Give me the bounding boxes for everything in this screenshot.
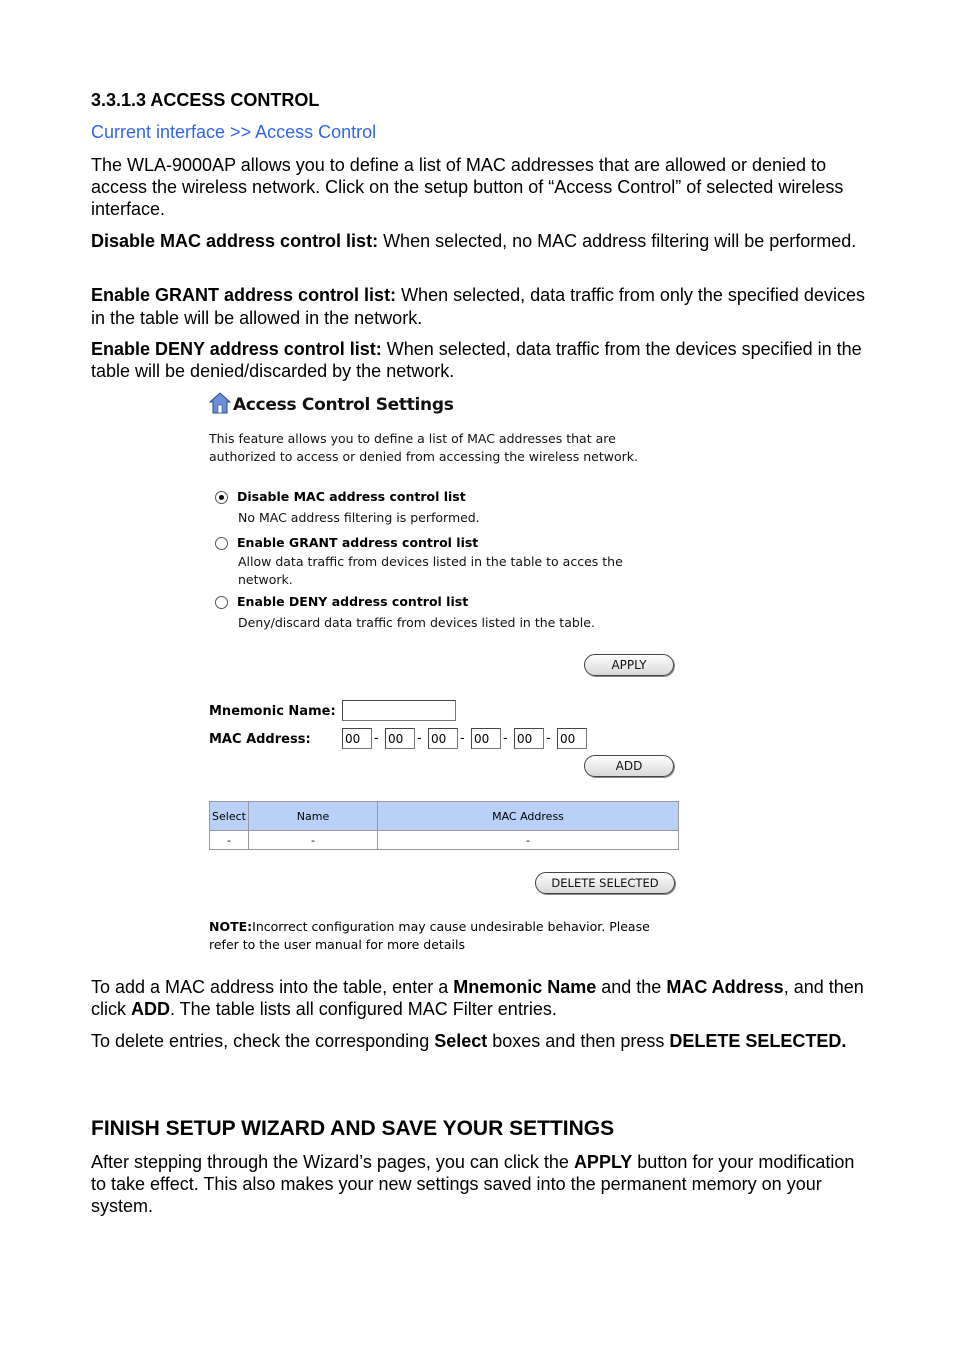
- mnemonic-input[interactable]: [342, 700, 456, 721]
- def-disable: [91, 230, 866, 252]
- text-bold: APPLY: [573, 1152, 633, 1172]
- panel-note: [209, 918, 679, 954]
- def-disable-term: Disable MAC address control list:: [91, 231, 379, 251]
- radio-disable[interactable]: [215, 491, 228, 504]
- panel-description: This feature allows you to define a list of MAC addresses that are authorized to access or denied from accessing the wireless network.: [209, 431, 638, 464]
- text-run: and the: [596, 977, 667, 997]
- table-header-row: [210, 802, 679, 831]
- section-heading: 3.3.1.3 ACCESS CONTROL: [91, 90, 320, 110]
- mac-separator: -: [503, 731, 508, 746]
- col-mac-header: MAC Address: [378, 802, 679, 831]
- option-grant-label: Enable GRANT address control list: [237, 535, 479, 550]
- def-disable-text: When selected, no MAC address filtering will be performed.: [378, 231, 857, 251]
- mac-octet-6[interactable]: 00: [557, 728, 587, 749]
- mac-separator: -: [417, 731, 422, 746]
- cell-name: -: [249, 831, 378, 850]
- delete-selected-button[interactable]: DELETE SELECTED: [535, 872, 675, 894]
- mac-label: MAC Address:: [209, 732, 311, 747]
- mac-separator: -: [374, 731, 379, 746]
- text-run: To delete entries, check the corresponding: [91, 1031, 435, 1051]
- col-select-header: Select: [210, 802, 249, 831]
- home-icon: [209, 392, 231, 414]
- text-run: After stepping through the Wizard’s pages, you can click the: [91, 1152, 574, 1172]
- finish-paragraph: [91, 1151, 866, 1217]
- table-row: [210, 831, 679, 850]
- mac-octet-2[interactable]: 00: [385, 728, 415, 749]
- intro-paragraph: The WLA-9000AP allows you to define a list of MAC addresses that are allowed or denied to access the wireless network. Click on the setup button of “Access Control” of selected wireless interface.: [91, 155, 844, 219]
- option-disable-label: Disable MAC address control list: [237, 489, 466, 504]
- def-grant: [91, 284, 866, 330]
- finish-heading: FINISH SETUP WIZARD AND SAVE YOUR SETTINGS: [91, 1117, 615, 1140]
- text-bold: Mnemonic Name: [453, 977, 597, 997]
- col-name-header: Name: [249, 802, 378, 831]
- text-bold: MAC Address: [666, 977, 784, 997]
- text-run: boxes and then press: [487, 1031, 670, 1051]
- mac-separator: -: [546, 731, 551, 746]
- option-deny-desc: Deny/discard data traffic from devices listed in the table.: [238, 615, 595, 630]
- cell-mac: -: [378, 831, 679, 850]
- option-grant-desc-2: network.: [238, 572, 293, 587]
- text-run: , and then click: [91, 977, 864, 1019]
- mnemonic-label: Mnemonic Name:: [209, 704, 336, 719]
- add-button[interactable]: ADD: [584, 755, 674, 777]
- mac-separator: -: [460, 731, 465, 746]
- text-bold: DELETE SELECTED.: [669, 1031, 847, 1051]
- mac-table: [209, 801, 679, 850]
- def-deny-text: When selected, data traffic from the devices specified in the table will be denied/discarded by the network.: [91, 339, 862, 381]
- access-control-screenshot: [207, 392, 687, 962]
- mac-octet-1[interactable]: 00: [342, 728, 372, 749]
- text-run: button for your modification to take effect. This also makes your new settings saved into the permanent memory on your system.: [91, 1152, 855, 1216]
- mac-octet-3[interactable]: 00: [428, 728, 458, 749]
- def-deny-term: Enable DENY address control list:: [91, 339, 382, 359]
- def-deny: [91, 338, 866, 382]
- mac-octet-5[interactable]: 00: [514, 728, 544, 749]
- option-deny-label: Enable DENY address control list: [237, 594, 469, 609]
- text-run: To add a MAC address into the table, enter a: [91, 977, 454, 997]
- cell-select: -: [210, 831, 249, 850]
- add-instructions: [91, 976, 866, 1020]
- radio-deny[interactable]: [215, 596, 228, 609]
- apply-button[interactable]: APPLY: [584, 654, 674, 676]
- breadcrumb[interactable]: Current interface >> Access Control: [91, 122, 377, 142]
- note-label: NOTE:: [209, 919, 253, 934]
- delete-instructions: [91, 1030, 866, 1052]
- option-disable-desc: No MAC address filtering is performed.: [238, 510, 480, 525]
- panel-title: Access Control Settings: [233, 395, 454, 415]
- def-grant-text: When selected, data traffic from only the specified devices in the table will be allowed in the network.: [91, 285, 865, 328]
- text-bold: ADD: [131, 999, 170, 1019]
- radio-grant[interactable]: [215, 537, 228, 550]
- note-text: Incorrect configuration may cause undesirable behavior. Please refer to the user manual for more details: [209, 919, 650, 952]
- text-run: . The table lists all configured MAC Filter entries.: [170, 999, 557, 1019]
- mac-octet-4[interactable]: 00: [471, 728, 501, 749]
- option-grant-desc: Allow data traffic from devices listed in the table to acces the: [238, 554, 623, 569]
- def-grant-term: Enable GRANT address control list:: [91, 285, 397, 305]
- text-bold: Select: [434, 1031, 488, 1051]
